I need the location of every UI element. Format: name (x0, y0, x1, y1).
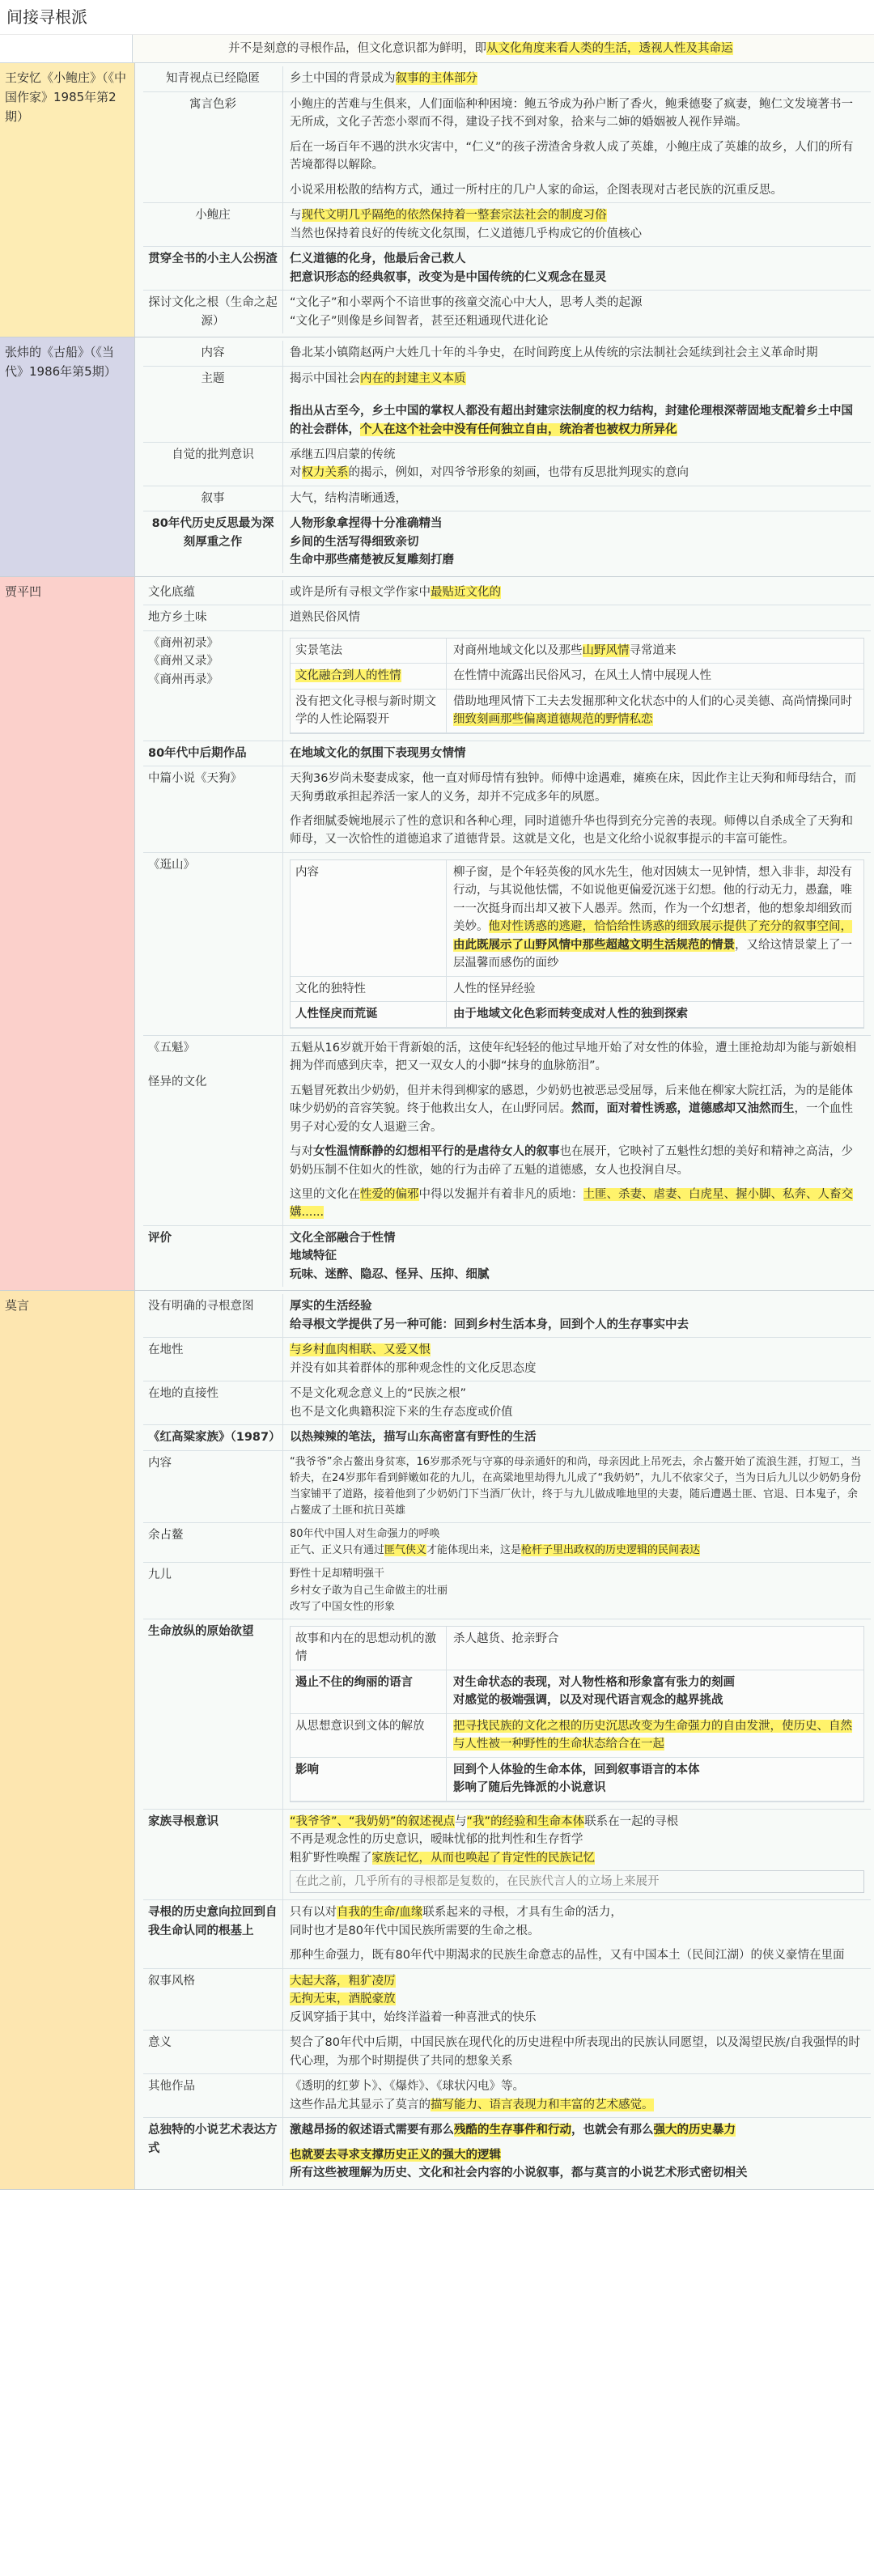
row: 在地的直接性 不是文化观念意义上的“民族之根” 也不是文化典籍积淀下来的生存态度或价值 (143, 1381, 871, 1425)
row: 叙事 大气，结构清晰通透， (143, 486, 871, 511)
row: 小鲍庄 与现代文明几乎隔绝的依然保持着一整套宗法社会的制度习俗 当然也保持着良好的传统文化氛围，仁义道德几乎构成它的价值核心 (143, 203, 871, 247)
row: 80年代历史反思最为深刻厚重之作 人物形象拿捏得十分准确精当 乡间的生活写得细致亲切 生命中那些痛楚被反复雕刻打磨 (143, 511, 871, 572)
row: 知青视点已经隐匿 乡土中国的背景成为叙事的主体部分 (143, 66, 871, 91)
intro-text: 并不是刻意的寻根作品，但文化意识都为鲜明，即从文化角度来看人类的生活，透视人性及其命运 (132, 35, 874, 62)
row: 《五魁》 怪异的文化 五魁从16岁就开始干背新娘的活，这使年纪轻轻的他过早地开始了对女性的体验，遭土匪抢劫却为能与新娘相拥为伴而感到庆幸，把又一双女人的小脚“抹身的血脉筋泪”。 五魁冒死救出少奶奶，但并未得到柳家的感恩，少奶奶也被恶忌受屈辱，后来他在柳家大院扛活，为的是能体味少奶奶的音容笑貌。终于他救出女人，在山野同居。然而，面对着性诱惑，道德感却又油然而生，一个血性男子对心爱的女人退避三舍。 与对女性温情酥静的幻想相平行的是虐待女人的叙事也在展开，它映衬了五魁性幻想的美好和精神之高洁，少奶奶压制不住如火的性欲，她的行为击碎了五魁的道德感，女人也投涧自尽。 这里的文化在性爱的偏邪中得以发掘并有着非凡的质地：土匪、杀妻、虐妻、白虎星、握小脚、私奔、人畜交媾...... (143, 1036, 871, 1226)
author-zhangwei: 张炜的《古船》（《当代》1986年第5期） (0, 337, 134, 576)
row: 意义 契合了80年代中后期，中国民族在现代化的历史进程中所表现出的民族认同愿望，以及渴望民族/自我强悍的时代心理，为那个时期提供了共同的想象关系 (143, 2031, 871, 2074)
author-jiapingwa: 贾平凹 (0, 577, 134, 1291)
row: 中篇小说《天狗》 天狗36岁尚未娶妻成家，他一直对师母情有独钟。师傅中途遇难，瘫痪在床，因此作主让天狗和师母结合，而天狗勇敢承担起养活一家人的义务，却并不完成多年的夙愿。 作者细腻委婉地展示了性的意识和各种心理，同时道德升华也得到充分完善的表现。师傅以自杀成全了天狗和师母，又一次恰性的道德追求了道德背景。这就是文化，也是文化给小说叙事提示的丰富可能性。 (143, 766, 871, 853)
row: 总独特的小说艺术表达方式 激越昂扬的叙述语式需要有那么残酷的生存事件和行动，也就会有那么强大的历史暴力 也就要去寻求支撑历史正义的强大的逻辑 所有这些被理解为历史、文化和社会内容的小说叙事，都与莫言的小说艺术形式密切相关 (143, 2118, 871, 2185)
sub-table: 故事和内在的思想动机的激情 杀人越货、抢亲野合 遏止不住的绚丽的语言 对生命状态的表现，对人物性格和形象富有张力的刻画 对感觉的极端强调，以及对现代语言观念的越界挑战 从思想意识到文体的解放 把寻找民族的文化之根的历史沉思改变为生命强力的自由发泄，使历史、自然与人性被一种野性的生命状态给合在一起 影响 回到个人体验的生命本体，回到叙事语言的本体 影响了随后先锋派的小说意识 (290, 1626, 864, 1802)
section-body (134, 337, 874, 576)
row: 《商州初录》 《商州又录》 《商州再录》 实景笔法 对商州地域文化以及那些山野风情寻常道来 文化融合到人的性情 在性情中流露出民俗风习，在风土人情中展现人性 没有把文化寻根与新时期文学的人性论隔裂开 借助地理风情下工夫去发掘那种文化状态中的人们的心灵美德、高尚情操同时细致刻画那些偏离道德规范的野情私恋 (143, 631, 871, 741)
row: 贯穿全书的小主人公拐渣 仁义道德的化身，他最后舍己救人 把意识形态的经典叙事，改变为是中国传统的仁义观念在显灵 (143, 247, 871, 291)
row: 寓言色彩 小鲍庄的苦难与生俱来，人们面临种种困境：鲍五爷成为孙户断了香火，鲍秉德娶了疯妻，鲍仁文发境著书一无所成，文化子苦恋小翠而不得，建设子找不到对象，拾来与二婶的婚姻被人视作异端。 后在一场百年不遇的洪水灾害中，“仁义”的孩子涝渣舍身救人成了英雄，小鲍庄成了英雄的故乡，人们的所有苦境都得以解除。 小说采用松散的结构方式，通过一所村庄的几户人家的命运，企图表现对古老民族的沉重反思。 (143, 92, 871, 203)
row: 评价 文化全部融合于性情 地域特征 玩味、迷醉、隐忍、怪异、压抑、细腻 (143, 1226, 871, 1287)
row: 没有明确的寻根意图 厚实的生活经验 给寻根文学提供了另一种可能：回到乡村生活本身，回到个人的生存事实中去 (143, 1294, 871, 1338)
section-body (134, 63, 874, 337)
page-title: 间接寻根派 (0, 0, 874, 35)
row: 九儿 野性十足却精明强干 乡村女子敢为自己生命做主的壮丽 改写了中国女性的形象 (143, 1563, 871, 1619)
section-moyan (0, 1291, 874, 2189)
section-zhangwei (0, 337, 874, 577)
section-jiapingwa (0, 577, 874, 1292)
sub-table: 实景笔法 对商州地域文化以及那些山野风情寻常道来 文化融合到人的性情 在性情中流露出民俗风习，在风土人情中展现人性 没有把文化寻根与新时期文学的人性论隔裂开 借助地理风情下工夫去发掘那种文化状态中的人们的心灵美德、高尚情操同时细致刻画那些偏离道德规范的野情私恋 (290, 638, 864, 734)
author-moyan: 莫言 (0, 1291, 134, 2188)
section-body (134, 577, 874, 1291)
row: 地方乡土味 道熟民俗风情 (143, 605, 871, 630)
section-wanganyi (0, 63, 874, 337)
row: 叙事风格 大起大落，粗犷凌厉 无拘无束，酒脱豪放 反讽穿插于其中，始终洋溢着一种喜泄式的快乐 (143, 1969, 871, 2031)
row: 生命放纵的原始欲望 故事和内在的思想动机的激情 杀人越货、抢亲野合 遏止不住的绚丽的语言 对生命状态的表现，对人物性格和形象富有张力的刻画 对感觉的极端强调，以及对现代语言观念的越界挑战 从思想意识到文体的解放 把寻找民族的文化之根的历史沉思改变为生命强力的自由发泄，使历史、自然与人性被一种野性的生命状态给合在一起 影响 回到个人体验的生命本体，回到叙事语言的本体 影响了随后先锋派的小说意识 (143, 1619, 871, 1810)
row: 自觉的批判意识 承继五四启蒙的传统 对权力关系的揭示，例如，对四爷爷形象的刻画，也带有反思批判现实的意向 (143, 443, 871, 486)
row: 余占鳌 80年代中国人对生命强力的呼唤 正气、正义只有通过匪气侠义才能体现出来，这是枪杆子里出政权的历史逻辑的民间表达 (143, 1523, 871, 1563)
row: 文化底蕴 或许是所有寻根文学作家中最贴近文化的 (143, 580, 871, 605)
author-wanganyi: 王安忆《小鲍庄》（《中国作家》1985年第2期） (0, 63, 134, 337)
row: 其他作品 《透明的红萝卜》、《爆炸》、《球状闪电》等。 这些作品尤其显示了莫言的描写能力、语言表现力和丰富的艺术感觉。 (143, 2074, 871, 2118)
section-body (134, 1291, 874, 2188)
row: 在地性 与乡村血肉相联、又爱又恨 并没有如其着群体的那种观念性的文化反思态度 (143, 1338, 871, 1381)
row: 家族寻根意识 “我爷爷”、“我奶奶”的叙述视点与“我”的经验和生命本体联系在一起的寻根 不再是观念性的历史意识，暧昧忧郁的批判性和生存哲学 粗犷野性唤醒了家族记忆，从而也唤起了肯定性的民族记忆 在此之前，几乎所有的寻根都是复数的，在民族代言人的立场上来展开 (143, 1810, 871, 1901)
row: 寻根的历史意向拉回到自我生命认同的根基上 只有以对自我的生命/血缘联系起来的寻根，才具有生命的活力， 同时也才是80年代中国民族所需要的生命之根。 那种生命强力，既有80年代中期渴求的民族生命意志的品性，又有中国本土（民间江湖）的侠义豪情在里面 (143, 1900, 871, 1968)
row: 内容 “我爷爷”余占鳌出身贫寒，16岁那杀死与守寡的母亲通奸的和尚，母亲因此上吊死去，余占鳌开始了流浪生涯，打短工，当轿夫，在24岁那年看到鲜嫩如花的九儿，在高粱地里劫得九儿成了“我奶奶”，九儿不依家父子，当为日后九儿以少奶奶身份当家铺平了道路，接着他到了少奶奶门下当酒厂伙计，终于与九儿做成唯地里的夫妻，随后遭遇土匪、官退、日本鬼子，余占鳌成了土匪和抗日英雄 (143, 1451, 871, 1524)
row: 内容 鲁北某小镇隋赵两户大姓几十年的斗争史，在时间跨度上从传统的宗法制社会延续到社会主义革命时期 (143, 341, 871, 366)
row: 《逛山》 内容 柳子窗，是个年轻英俊的风水先生，他对因姨太一见钟情，想入非非，却没有行动，与其说他怯懦，不如说他更偏爱沉迷于幻想。他的行动无力，愚蠢，唯一一次挺身而出却又被下人愚弄。然而，作为一个幻想者，他的想象却细致而美妙。他对性诱惑的逃避，恰恰给性诱惑的细致展示提供了充分的叙事空间，由此既展示了山野风情中那些超越文明生活规范的情景，又给这情景蒙上了一层温馨而感伤的面纱 文化的独特性 人性的怪异经验 人性怪戾而荒诞 由于地域文化色彩而转变成对人性的独到探索 (143, 853, 871, 1036)
row: 探讨文化之根（生命之起源） “文化子”和小翠两个不谙世事的孩童交流心中大人，思考人类的起源 “文化子”则像是乡间智者，甚至还粗通现代进化论 (143, 291, 871, 333)
row: 《红高粱家族》（1987） 以热辣辣的笔法，描写山东高密富有野性的生活 (143, 1425, 871, 1450)
row: 主题 揭示中国社会内在的封建主义本质 指出从古至今，乡土中国的掌权人都没有超出封建宗法制度的权力结构，封建伦理根深蒂固地支配着乡土中国的社会群体，个人在这个社会中没有任何独立自由，统治者也被权力所异化 (143, 367, 871, 443)
sub-table: 内容 柳子窗，是个年轻英俊的风水先生，他对因姨太一见钟情，想入非非，却没有行动，与其说他怯懦，不如说他更偏爱沉迷于幻想。他的行动无力，愚蠢，唯一一次挺身而出却又被下人愚弄。然而，作为一个幻想者，他的想象却细致而美妙。他对性诱惑的逃避，恰恰给性诱惑的细致展示提供了充分的叙事空间，由此既展示了山野风情中那些超越文明生活规范的情景，又给这情景蒙上了一层温馨而感伤的面纱 文化的独特性 人性的怪异经验 人性怪戾而荒诞 由于地域文化色彩而转变成对人性的独到探索 (290, 859, 864, 1029)
intro-row (0, 35, 874, 63)
row: 80年代中后期作品 在地域文化的氛围下表现男女情情 (143, 741, 871, 766)
